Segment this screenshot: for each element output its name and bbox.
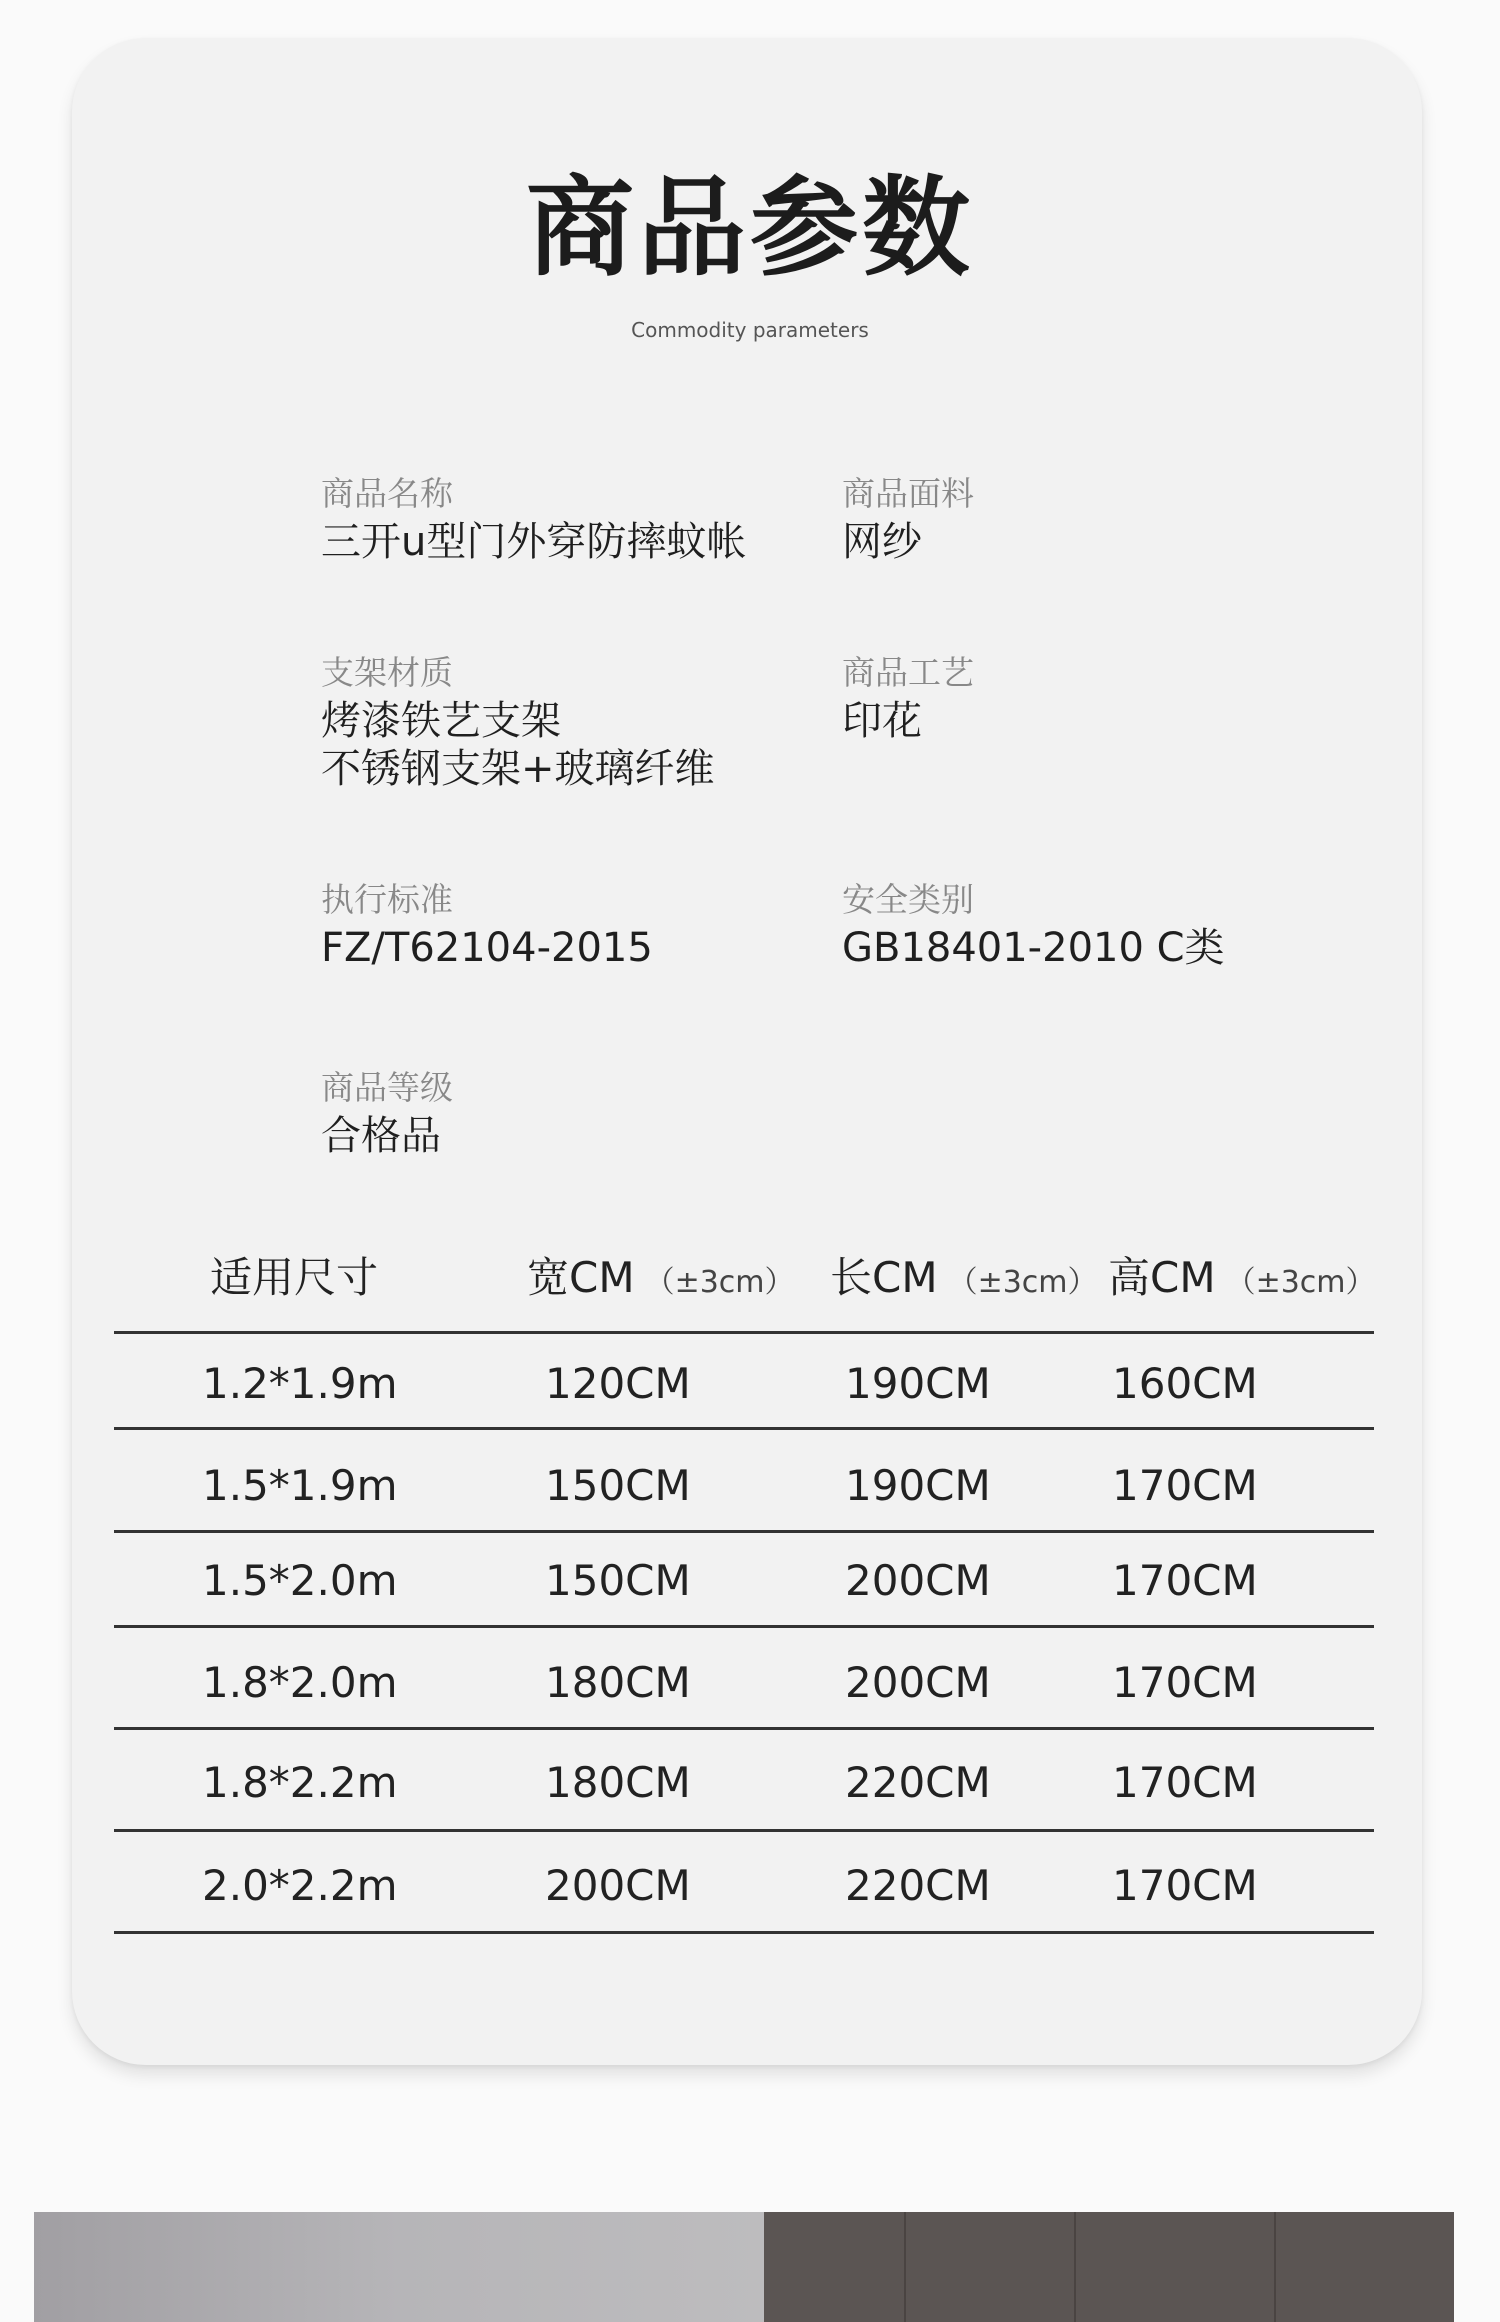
header-tolerance: （±3cm） bbox=[947, 1265, 1098, 1300]
param-label: 执行标准 bbox=[321, 880, 453, 919]
param-fabric bbox=[842, 474, 974, 566]
param-value: 三开u型门外穿防摔蚊帐 bbox=[321, 518, 747, 565]
param-value: 合格品 bbox=[321, 1112, 441, 1159]
cell-size: 2.0*2.2m bbox=[202, 1861, 398, 1910]
cell-length: 200CM bbox=[845, 1658, 991, 1707]
cell-width: 120CM bbox=[545, 1359, 691, 1408]
cell-height: 170CM bbox=[1112, 1658, 1258, 1707]
header-label: 长CM bbox=[830, 1253, 938, 1302]
cell-height: 170CM bbox=[1112, 1556, 1258, 1605]
cell-length: 220CM bbox=[845, 1861, 991, 1910]
header-tolerance: （±3cm） bbox=[644, 1265, 795, 1300]
param-label: 商品工艺 bbox=[842, 653, 974, 692]
header-label: 宽CM bbox=[527, 1253, 635, 1302]
param-product-name bbox=[321, 474, 746, 566]
param-value: FZ/T62104-2015 bbox=[321, 924, 653, 971]
table-divider bbox=[114, 1331, 1374, 1334]
cell-height: 170CM bbox=[1112, 1861, 1258, 1910]
cell-height: 170CM bbox=[1112, 1758, 1258, 1807]
param-value-line-2: 不锈钢支架+玻璃纤维 bbox=[321, 745, 715, 792]
header-size bbox=[210, 1253, 378, 1303]
param-value: GB18401-2010 C类 bbox=[842, 924, 1225, 971]
table-divider bbox=[114, 1530, 1374, 1533]
param-safety-category bbox=[842, 880, 1225, 972]
table-divider bbox=[114, 1829, 1374, 1832]
cell-height: 170CM bbox=[1112, 1461, 1258, 1510]
cell-length: 190CM bbox=[845, 1461, 991, 1510]
cell-length: 220CM bbox=[845, 1758, 991, 1807]
header-length bbox=[830, 1253, 1098, 1303]
param-craft bbox=[842, 653, 974, 745]
param-value-line-1: 烤漆铁艺支架 bbox=[321, 697, 561, 744]
cell-size: 1.5*1.9m bbox=[202, 1461, 398, 1510]
page-title: 商品参数 bbox=[525, 166, 974, 291]
header-label: 高CM bbox=[1108, 1253, 1216, 1302]
cell-length: 190CM bbox=[845, 1359, 991, 1408]
photo-panel-seam bbox=[1274, 2212, 1276, 2322]
photo-panel-seam bbox=[1074, 2212, 1076, 2322]
photo-wall-area bbox=[34, 2212, 764, 2322]
param-label: 商品名称 bbox=[321, 474, 453, 513]
cell-width: 200CM bbox=[545, 1861, 691, 1910]
param-standard bbox=[321, 880, 653, 972]
param-label: 商品等级 bbox=[321, 1068, 453, 1107]
cell-width: 150CM bbox=[545, 1461, 691, 1510]
param-frame-material bbox=[321, 653, 715, 793]
param-value: 网纱 bbox=[842, 518, 922, 565]
cell-size: 1.8*2.0m bbox=[202, 1658, 398, 1707]
cell-height: 160CM bbox=[1112, 1359, 1258, 1408]
header-tolerance: （±3cm） bbox=[1225, 1265, 1376, 1300]
table-divider bbox=[114, 1931, 1374, 1934]
page-subtitle: Commodity parameters bbox=[631, 318, 869, 342]
header-width bbox=[527, 1253, 795, 1303]
param-label: 商品面料 bbox=[842, 474, 974, 513]
param-label: 支架材质 bbox=[321, 653, 453, 692]
table-divider bbox=[114, 1625, 1374, 1628]
cell-length: 200CM bbox=[845, 1556, 991, 1605]
param-grade bbox=[321, 1068, 453, 1160]
cell-width: 150CM bbox=[545, 1556, 691, 1605]
cell-size: 1.5*2.0m bbox=[202, 1556, 398, 1605]
cell-width: 180CM bbox=[545, 1658, 691, 1707]
table-divider bbox=[114, 1727, 1374, 1730]
header-height bbox=[1108, 1253, 1376, 1303]
cell-width: 180CM bbox=[545, 1758, 691, 1807]
header-label: 适用尺寸 bbox=[210, 1253, 379, 1302]
cell-size: 1.2*1.9m bbox=[202, 1359, 398, 1408]
photo-wardrobe-area bbox=[764, 2212, 1454, 2322]
table-divider bbox=[114, 1427, 1374, 1430]
photo-panel-seam bbox=[904, 2212, 906, 2322]
param-value: 印花 bbox=[842, 697, 922, 744]
param-label: 安全类别 bbox=[842, 880, 974, 919]
cell-size: 1.8*2.2m bbox=[202, 1758, 398, 1807]
product-photo bbox=[34, 2212, 1454, 2322]
